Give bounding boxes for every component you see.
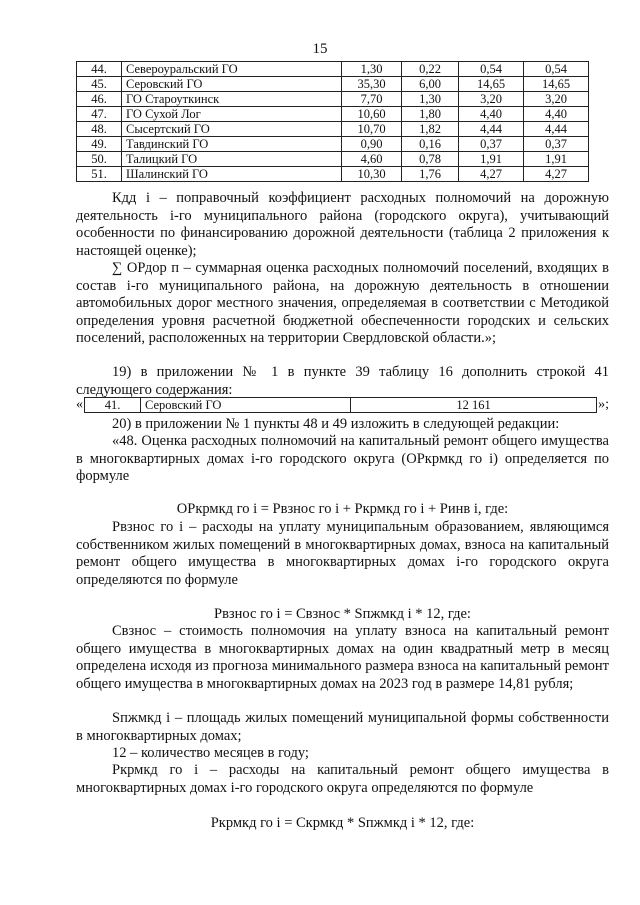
cell-v4: 4,44 <box>524 122 589 137</box>
table-row <box>77 137 589 152</box>
cell-v2: 0,16 <box>402 137 459 152</box>
cell-v1: 10,60 <box>342 107 402 122</box>
table-row <box>77 152 589 167</box>
table-row <box>77 107 589 122</box>
svznos-definition: Свзнос – стоимость полномочия на уплату взноса на капитальный ремонт общего имущества в многоквартирных домах на один квадратный метр в месяц определена исходя из прогноза минимального размера взноса на капитальный ремонт общего имущества в многоквартирных домах на 2023 год в размере 14,81 рубля; <box>76 623 609 692</box>
cell-num: 46. <box>77 92 122 107</box>
cell-v2: 6,00 <box>402 77 459 92</box>
close-quote: »; <box>598 397 609 412</box>
row-value: 12 161 <box>351 398 597 413</box>
formula-3: Ркрмкд го i = Скрмкд * Sпжмкд i * 12, где: <box>210 815 475 831</box>
rkrmkd-definition: Ркрмкд го i – расходы на капитальный ремонт общего имущества в многоквартирных домах i-го городского округа определяются по формуле <box>76 762 609 796</box>
cell-v1: 7,70 <box>342 92 402 107</box>
cell-name: Североуральский ГО <box>122 62 342 77</box>
cell-v2: 1,30 <box>402 92 459 107</box>
cell-v3: 4,44 <box>459 122 524 137</box>
page-number: 15 <box>312 41 328 57</box>
cell-v2: 0,78 <box>402 152 459 167</box>
coefficients-table <box>76 61 589 182</box>
cell-name: Шалинский ГО <box>122 167 342 182</box>
cell-v2: 0,22 <box>402 62 459 77</box>
cell-v1: 4,60 <box>342 152 402 167</box>
cell-v1: 0,90 <box>342 137 402 152</box>
cell-v2: 1,80 <box>402 107 459 122</box>
cell-num: 50. <box>77 152 122 167</box>
row-num: 41. <box>85 398 141 413</box>
cell-v3: 4,27 <box>459 167 524 182</box>
row-name: Серовский ГО <box>141 398 351 413</box>
rvznos-definition: Рвзнос го i – расходы на уплату муниципальным образованием, являющимся собственником жилых помещений в многоквартирных домах, взноса на капитальный ремонт общего имущества в многоквартирных домах i-го городского округа определяются по формуле <box>76 519 609 588</box>
table-row <box>77 62 589 77</box>
kdd-definition: Кдд i – поправочный коэффициент расходных полномочий на дорожную деятельность i-го муниципального района (городского округа), учитывающий особенности по финансированию дорожной деятельности (таблица 2 приложения к настоящей оценке); <box>76 190 609 259</box>
cell-v4: 3,20 <box>524 92 589 107</box>
new-table-row <box>76 397 609 413</box>
cell-v3: 3,20 <box>459 92 524 107</box>
cell-v2: 1,82 <box>402 122 459 137</box>
cell-v1: 35,30 <box>342 77 402 92</box>
item-19: 19) в приложении № 1 в пункте 39 таблицу 16 дополнить строкой 41 следующего содержания: <box>76 364 609 398</box>
cell-num: 49. <box>77 137 122 152</box>
table-row <box>77 92 589 107</box>
cell-v4: 4,40 <box>524 107 589 122</box>
cell-v4: 4,27 <box>524 167 589 182</box>
cell-v3: 14,65 <box>459 77 524 92</box>
cell-name: ГО Сухой Лог <box>122 107 342 122</box>
cell-v3: 4,40 <box>459 107 524 122</box>
table-row <box>77 167 589 182</box>
cell-v3: 1,91 <box>459 152 524 167</box>
open-quote: « <box>76 397 83 412</box>
item-20: 20) в приложении № 1 пункты 48 и 49 изложить в следующей редакции: <box>112 416 560 432</box>
cell-name: Тавдинский ГО <box>122 137 342 152</box>
cell-v4: 14,65 <box>524 77 589 92</box>
cell-name: Талицкий ГО <box>122 152 342 167</box>
cell-v3: 0,37 <box>459 137 524 152</box>
table-row <box>77 77 589 92</box>
cell-v2: 1,76 <box>402 167 459 182</box>
row-41-table <box>84 397 597 413</box>
paragraph-48: «48. Оценка расходных полномочий на капитальный ремонт общего имущества в многоквартирных домах i-го городского округа (ОРкрмкд го i) определяется по формуле <box>76 433 609 484</box>
cell-name: Серовский ГО <box>122 77 342 92</box>
sum-ordor-definition: ∑ ОРдор п – суммарная оценка расходных полномочий поселений, входящих в состав i-го муниципального района, на дорожную деятельность в отношении автомобильных дорог местного значения, определяемая в соответствии с Методикой определения уровня расчетной бюджетной обеспеченности городских и сельских поселений, расположенных на территории Свердловской области.»; <box>76 260 609 346</box>
cell-num: 45. <box>77 77 122 92</box>
cell-v3: 0,54 <box>459 62 524 77</box>
cell-name: ГО Староуткинск <box>122 92 342 107</box>
cell-v4: 0,54 <box>524 62 589 77</box>
cell-num: 51. <box>77 167 122 182</box>
cell-v4: 1,91 <box>524 152 589 167</box>
cell-num: 47. <box>77 107 122 122</box>
cell-name: Сысертский ГО <box>122 122 342 137</box>
spzh-definition: Sпжмкд i – площадь жилых помещений муниципальной формы собственности в многоквартирных домах; <box>76 710 609 744</box>
cell-v1: 10,70 <box>342 122 402 137</box>
cell-v4: 0,37 <box>524 137 589 152</box>
cell-num: 48. <box>77 122 122 137</box>
formula-2: Рвзнос го i = Свзнос * Sпжмкд i * 12, где: <box>214 606 471 622</box>
table-row <box>77 122 589 137</box>
cell-v1: 10,30 <box>342 167 402 182</box>
cell-v1: 1,30 <box>342 62 402 77</box>
months-definition: 12 – количество месяцев в году; <box>112 745 309 761</box>
formula-1: ОРкрмкд го i = Рвзнос го i + Ркрмкд го i + Ринв i, где: <box>176 501 509 517</box>
cell-num: 44. <box>77 62 122 77</box>
